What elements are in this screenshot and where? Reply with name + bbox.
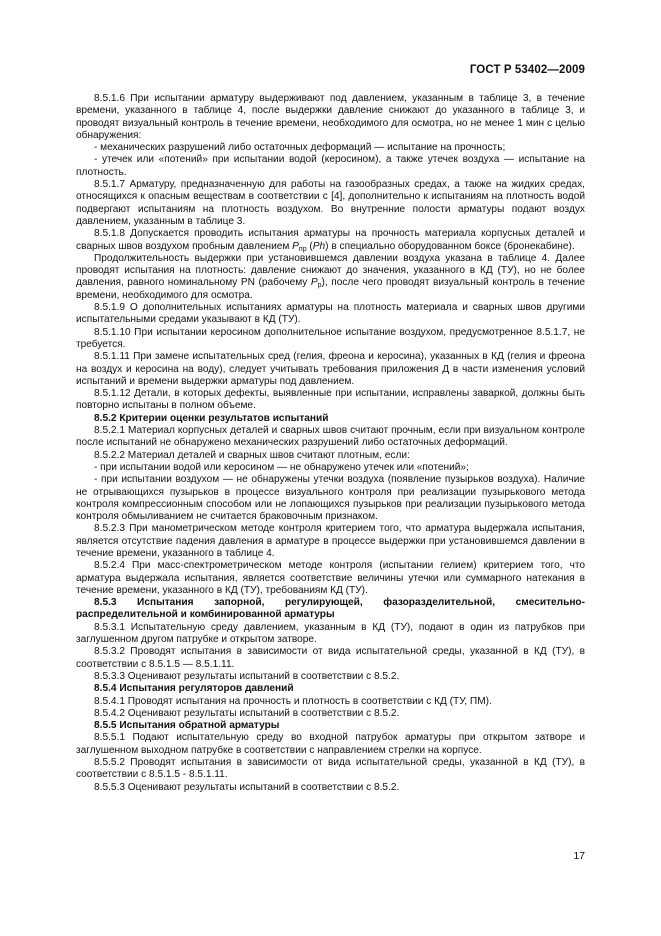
- paragraph: 8.5.3.2 Проводят испытания в зависимости от вида испытательной среды, указанной в КД (ТУ), в соответствии с 8.5.1.5 — 8.5.1.11.: [76, 646, 585, 670]
- paragraph: - при испытании водой или керосином — не обнаружено утечек или «потений»;: [94, 461, 469, 473]
- paragraph: 8.5.1.9 О дополнительных испытаниях арматуры на плотность материала и сварных швов другими испытательными средами указывают в КД (ТУ).: [76, 302, 585, 326]
- paragraph: 8.5.4.1 Проводят испытания на прочность и плотность в соответствии с КД (ТУ, ПМ).: [94, 695, 492, 707]
- paragraph: 8.5.2.3 При манометрическом методе контроля критерием того, что арматура выдержала испытания, является отсутствие падения давления в арматуре в процессе выдержки при установившемся давлении в течение времени, указанного в таблице 4.: [76, 523, 585, 559]
- paragraph: - утечек или «потений» при испытании водой (керосином), а также утечек воздуха — испытание на плотность.: [76, 154, 585, 178]
- paragraph: 8.5.2.4 При масс-спектрометрическом методе контроля (испытании гелием) критерием того, что арматура выдержала испытания, является соответствие величины утечки или суммарного натекания в течение времени, указанного в КД (ТУ), требованиям КД (ТУ).: [76, 560, 585, 596]
- paragraph: 8.5.2.1 Материал корпусных деталей и сварных швов считают прочным, если при визуальном контроле после испытаний не обнаружено механических разрушений либо остаточных деформаций.: [76, 425, 585, 449]
- section-heading: 8.5.3 Испытания запорной, регулирующей, фазоразделительной, смесительно-распределительной и комбинированной арматуры: [76, 597, 585, 621]
- paragraph: - при испытании воздухом — не обнаружены утечки воздуха (появление пузырьков воздуха). Наличие не отрывающихся пузырьков в процессе визуального контроля при реализации пузырькового метода контроля компрессионным способом или не лопающихся пузырьков при реализации пузырькового метода контроля обмыливанием не считается браковочным признаком.: [76, 474, 585, 523]
- page-number: 17: [573, 850, 585, 862]
- paragraph: 8.5.4.2 Оценивают результаты испытаний в соответствии с 8.5.2.: [94, 707, 400, 719]
- paragraph: 8.5.2.2 Материал деталей и сварных швов считают плотным, если:: [94, 449, 410, 461]
- paragraph: 8.5.5.3 Оценивают результаты испытаний в соответствии с 8.5.2.: [94, 781, 400, 793]
- paragraph: 8.5.3.1 Испытательную среду давлением, указанным в КД (ТУ), подают в один из патрубков при заглушенном другом патрубке и открытом затворе.: [76, 621, 585, 646]
- paragraph: 8.5.5.2 Проводят испытания в зависимости от вида испытательной среды, указанной в КД (ТУ), в соответствии с 8.5.1.5 - 8.5.1.11.: [76, 757, 585, 781]
- document-body: [76, 93, 585, 794]
- paragraph: 8.5.1.12 Детали, в которых дефекты, выявленные при испытании, исправлены заваркой, должны быть повторно испытаны в полном объеме.: [76, 388, 585, 412]
- paragraph: 8.5.1.6 При испытании арматуру выдерживают под давлением, указанным в таблице 3, в течение времени, указанного в таблице 4, после выдержки давление снижают до указанного в таблице 3, и проводят визуальный контроль в течение времени, необходимого для осмотра, но не менее 1 мин с целью обнаружения:: [76, 93, 585, 141]
- paragraph: 8.5.5.1 Подают испытательную среду во входной патрубок арматуры при открытом затворе и заглушенном выходном патрубке в соответствии с направлением стрелки на корпусе.: [76, 732, 585, 756]
- section-heading: 8.5.4 Испытания регуляторов давлений: [94, 683, 294, 695]
- section-heading: 8.5.5 Испытания обратной арматуры: [94, 720, 280, 732]
- paragraph: 8.5.3.3 Оценивают результаты испытаний в соответствии с 8.5.2.: [94, 670, 400, 682]
- paragraph: Продолжительность выдержки при установившемся давлении воздуха указана в таблице 4. Далее проводят испытания на плотность: давление снижают до значения, указанного в КД (ТУ), но не более давления, равного номинальному PN (рабочему $P_р$), после чего проводят визуальный контроль в течение времени, необходимого для осмотра.: [76, 252, 585, 301]
- paragraph: - механических разрушений либо остаточных деформаций — испытание на прочность;: [94, 142, 506, 154]
- paragraph: 8.5.1.10 При испытании керосином дополнительное испытание воздухом, предусмотренное 8.5.1.7, не требуется.: [76, 326, 585, 350]
- paragraph: 8.5.1.8 Допускается проводить испытания арматуры на прочность материала корпусных деталей и сварных швов воздухом пробным давлением $P_{пр}$ (Ph) в специально оборудованном боксе (бронекабине).: [76, 228, 585, 253]
- paragraph: 8.5.1.11 При замене испытательных сред (гелия, фреона и керосина), указанных в КД (гелия и фреона на воздух и керосина на воду), следует учитывать требования приложения Д в части изменения условий испытаний и времени выдержки арматуры под давлением.: [76, 351, 585, 387]
- section-heading: 8.5.2 Критерии оценки результатов испытаний: [94, 412, 329, 424]
- paragraph: 8.5.1.7 Арматуру, предназначенную для работы на газообразных средах, а также на жидких средах, относящихся к опасным веществам в соответствии с [4], дополнительно к испытаниям на плотность водой подвергают испытаниям на плотность воздухом. Во внутренние полости арматуры подают воздух давлением, указанным в таблице 3.: [76, 179, 585, 227]
- document-id: ГОСТ Р 53402—2009: [469, 64, 585, 76]
